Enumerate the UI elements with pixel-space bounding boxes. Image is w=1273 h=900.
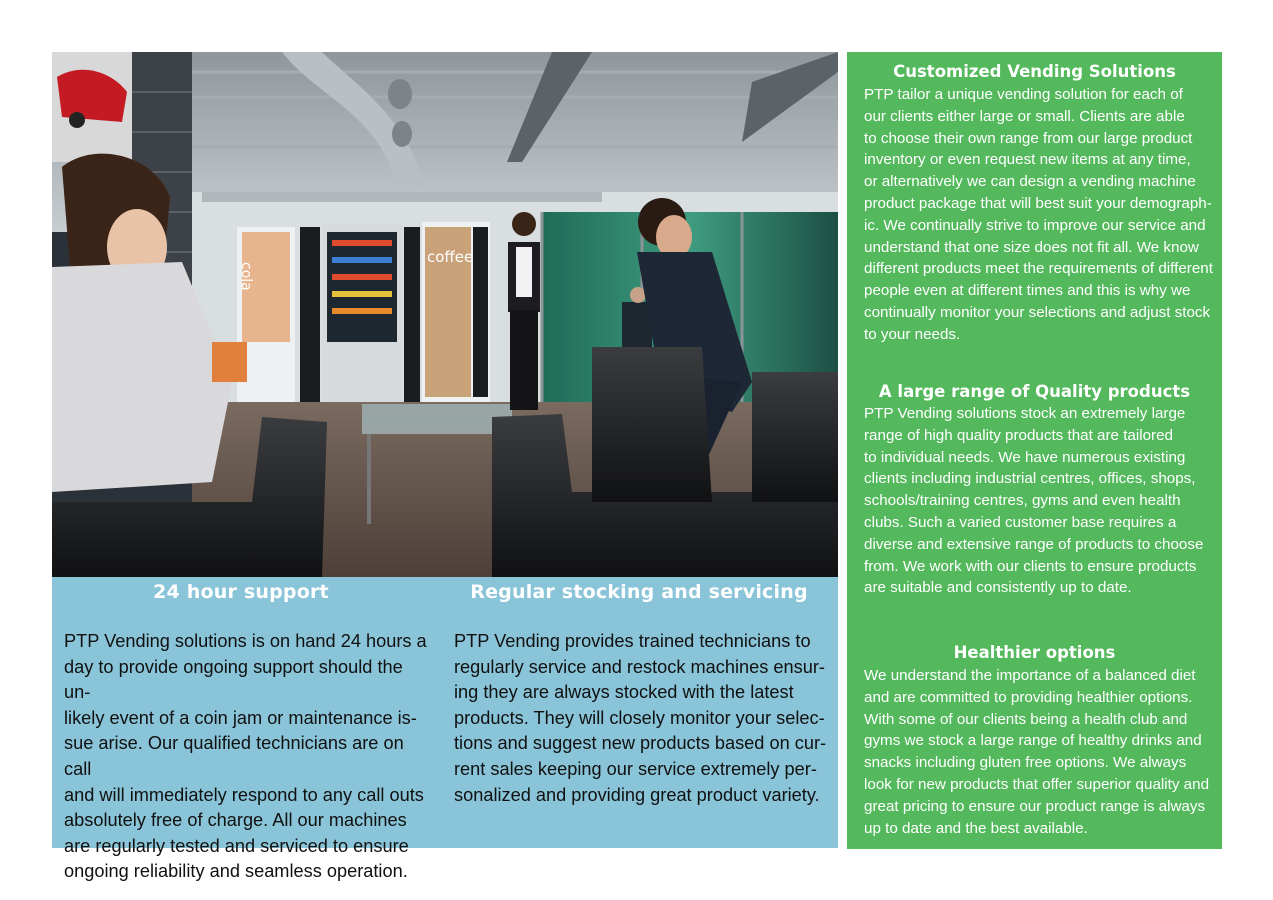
stocking-body: PTP Vending provides trained technicians to regularly service and restock machines ensur- ing they are always stocked with the latest products. They will closely monitor your selec- tions and suggest new products based on cur- rent sales keeping our service extremely per- sonalized and providing great product variety. [454, 631, 827, 805]
range-body: PTP Vending solutions stock an extremely large range of high quality products that are tailored to individual needs. We have numerous existing clients including industrial centres, offices, shops, schools/training centres, gyms and even health clubs. Such a varied customer base requires a diverse and extensive range of products to choose from. We work with our clients to ensure products are suitable and consistently up to date. [864, 405, 1204, 597]
healthier-body: We understand the importance of a balanced diet and are committed to providing healthier options. With some of our clients being a health club and gyms we stock a large range of healthy drinks and snacks including gluten free options. We always look for new products that offer superior quality and great pricing to ensure our product range is always up to date and the best available. [864, 667, 1210, 837]
support-body: PTP Vending solutions is on hand 24 hours a day to provide ongoing support should the un- likely event of a coin jam or maintenance is- sue arise. Our qualified technicians are on call and will immediately respond to any call outs absolutely free of charge. All our machines are regularly tested and serviced to ensure ongoing reliability and seamless operation. [64, 631, 427, 882]
support-heading: 24 hour support [153, 581, 329, 603]
customized-body: PTP tailor a unique vending solution for each of our clients either large or small. Clients are able to choose their own range from our large product inventory or even request new items at any time, or alternatively we can design a vending machine product package that will best suit your demograph- ic. We continually strive to improve our service and understand that one size does not fit all. We know different products meet the requirements of different people even at different times and this is why we continually monitor your selections and adjust stock to your needs. [864, 86, 1213, 343]
green-info-panel [847, 52, 1222, 849]
office-lounge-illustration [52, 52, 838, 577]
healthier-heading: Healthier options [953, 643, 1116, 662]
customized-heading: Customized Vending Solutions [893, 62, 1176, 81]
office-lounge-photo [52, 52, 838, 577]
stocking-heading: Regular stocking and servicing [470, 581, 808, 603]
cola-sign: cola [238, 262, 254, 291]
blue-info-panel [52, 577, 838, 882]
range-heading: A large range of Quality products [878, 382, 1191, 401]
coffee-sign: coffee [427, 248, 474, 266]
